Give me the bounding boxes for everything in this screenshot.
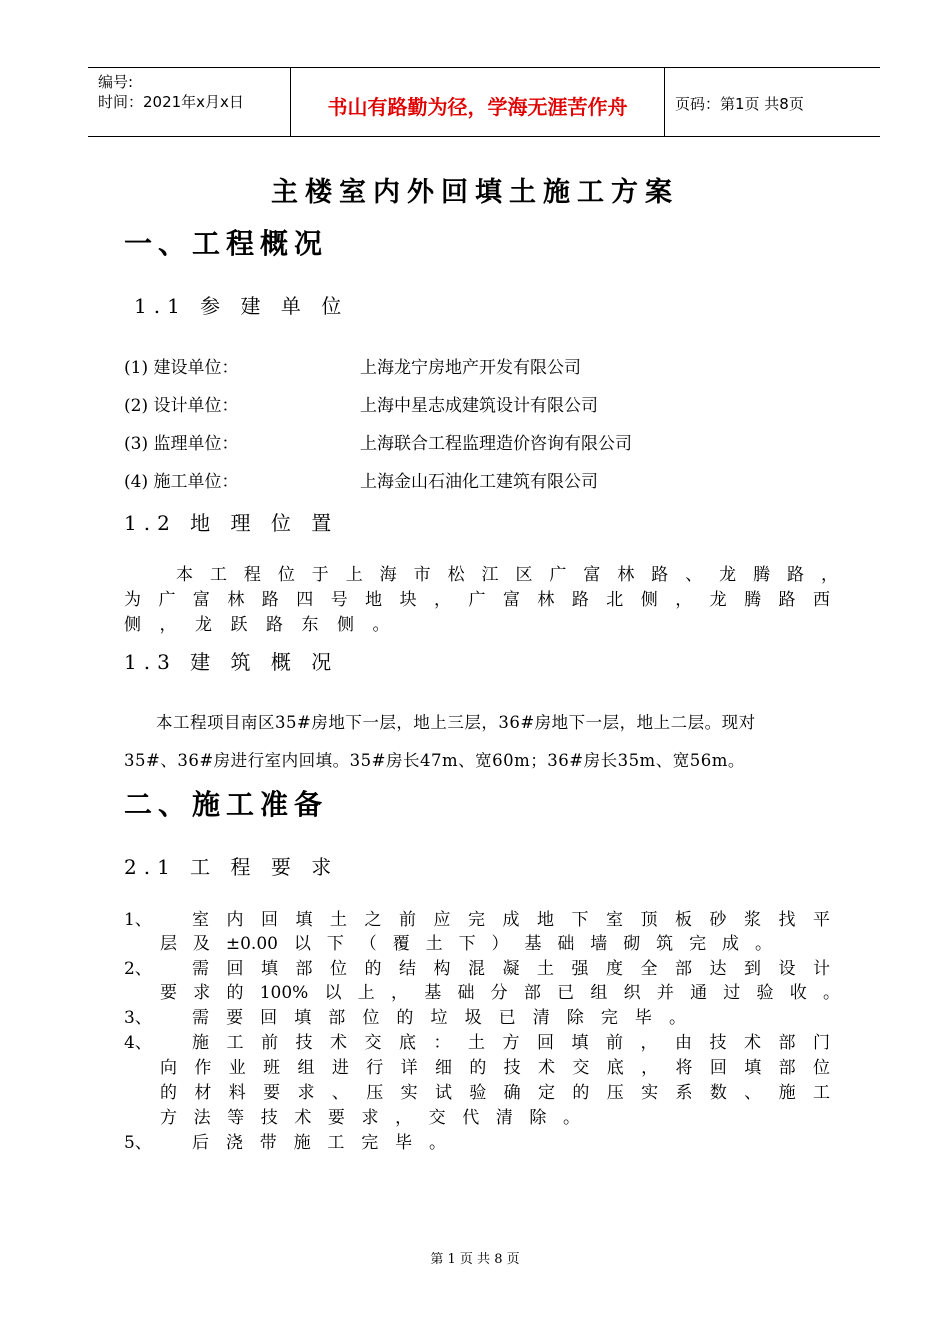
item-line: 室内回填土之前应完成地下室顶板砂浆找平 [192, 910, 830, 930]
item-number: 1、 [124, 910, 152, 930]
paragraph-line: 本工程位于上海市松江区广富林路、龙腾路， [176, 565, 838, 585]
time-label: 时间：2021年x月x日 [98, 93, 244, 111]
page-header [88, 67, 880, 137]
unit-label: (2) 设计单位： [124, 396, 239, 416]
item-line: 需要回填部位的垃圾已清除完毕。 [192, 1008, 686, 1028]
item-line: 向作业班组进行详细的技术交底，将回填部位 [160, 1058, 830, 1078]
header-meta-cell [88, 68, 291, 136]
unit-name: 上海金山石油化工建筑有限公司 [360, 472, 598, 492]
item-line: 需回填部位的结构混凝土强度全部达到设计 [192, 959, 830, 979]
paragraph-line: 35#、36#房进行室内回填。35#房长47m、宽60m；36#房长35m、宽56m。 [124, 751, 745, 770]
section1-heading: 一、工程概况 [124, 227, 329, 260]
item-number: 4、 [124, 1033, 152, 1053]
unit-name: 上海中星志成建筑设计有限公司 [360, 396, 598, 416]
s2-1-heading: 2.1 工 程 要 求 [124, 855, 339, 879]
paragraph-line: 为广富林路四号地块，广富林路北侧，龙腾路西 [124, 590, 830, 610]
paragraph-line: 本工程项目南区35#房地下一层，地上三层，36#房地下一层，地上二层。现对 [156, 713, 756, 732]
item-line: 施工前技术交底：土方回填前，由技术部门 [192, 1033, 830, 1053]
header-motto-cell [291, 68, 665, 136]
item-number: 3、 [124, 1008, 152, 1028]
item-line: 的材料要求、压实试验确定的压实系数、施工 [160, 1083, 830, 1103]
page-footer: 第 1 页 共 8 页 [430, 1252, 520, 1267]
document-title: 主楼室内外回填土施工方案 [271, 177, 679, 208]
s1-3-heading: 1.3 建 筑 概 况 [124, 650, 339, 674]
paragraph-line: 侧，龙跃路东侧。 [124, 615, 408, 635]
item-line: 层及±0.00以下（覆土下）基础墙砌筑完成。 [160, 934, 772, 954]
section2-heading: 二、施工准备 [124, 788, 329, 821]
unit-label: (3) 监理单位： [124, 434, 239, 454]
motto: 书山有路勤为径，学海无涯苦作舟 [327, 95, 628, 119]
unit-name: 上海龙宁房地产开发有限公司 [360, 358, 581, 378]
item-line: 要求的100%以上，基础分部已组织并通过验收。 [160, 983, 840, 1003]
item-line: 后浇带施工完毕。 [192, 1133, 446, 1153]
number-label: 编号: [98, 73, 134, 91]
unit-name: 上海联合工程监理造价咨询有限公司 [360, 434, 632, 454]
unit-label: (4) 施工单位： [124, 472, 239, 492]
page-label: 页码：第1页 共8页 [675, 95, 804, 113]
item-line: 方法等技术要求，交代清除。 [160, 1108, 580, 1128]
header-page-cell [665, 68, 880, 136]
s1-2-heading: 1.2 地 理 位 置 [124, 511, 339, 535]
s1-1-heading: 1.1 参 建 单 位 [134, 294, 349, 318]
item-number: 2、 [124, 959, 152, 979]
item-number: 5、 [124, 1133, 152, 1153]
unit-label: (1) 建设单位： [124, 358, 239, 378]
